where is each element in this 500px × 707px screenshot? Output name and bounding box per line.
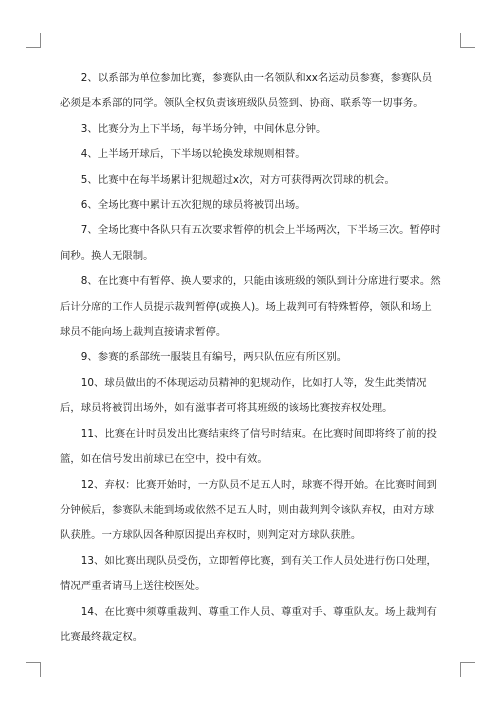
corner-mark-top-left <box>26 33 41 48</box>
paragraph-rule-7: 7、全场比赛中各队只有五次要求暂停的机会上半场两次，下半场三次。暂停时间秒。换人无限制。 <box>60 224 441 262</box>
paragraph-rule-12: 12、弃权：比赛开始时，一方队员不足五人时，球赛不得开始。在比赛时间到分钟候后，参赛队未能到场或依然不足五人时，则由裁判判令该队弃权，由对方球队获胜。一方球队因各种原因提出弃权时，则判定对方球队获胜。 <box>60 478 437 542</box>
paragraph-rule-5: 5、比赛中在每半场累计犯规超过x次，对方可获得两次罚球的机会。 <box>80 173 395 186</box>
paragraph-rule-6: 6、全场比赛中累计五次犯规的球员将被罚出场。 <box>80 199 306 212</box>
paragraph-rule-3: 3、比赛分为上下半场，每半场分钟，中间休息分钟。 <box>80 122 327 135</box>
corner-mark-top-right <box>460 33 475 48</box>
paragraph-rule-9: 9、参赛的系部统一服装且有编号，两只队伍应有所区别。 <box>80 351 348 364</box>
paragraph-rule-13: 13、如比赛出现队员受伤，立即暂停比赛，到有关工作人员处进行伤口处理，情况严重者请马上送往校医处。 <box>60 554 437 593</box>
paragraph-rule-8: 8、在比赛中有暂停、换人要求的，只能由该班级的领队到计分席进行要求。然后计分席的工作人员提示裁判暂停(或换人)。场上裁判可有特殊暂停，领队和场上球员不能向场上裁判直接请求暂停。 <box>60 275 441 339</box>
paragraph-rule-10: 10、球员做出的不体现运动员精神的犯规动作，比如打人等，发生此类情况后，球员将被罚出场外，如有滋事者可将其班级的该场比赛按弃权处理。 <box>60 376 427 415</box>
paragraph-rule-11: 11、比赛在计时员发出比赛结束终了信号时结束。在比赛时间即将终了前的投篮，如在信号发出前球已在空中，投中有效。 <box>60 427 437 466</box>
document-body <box>60 66 442 650</box>
corner-mark-bottom-left <box>26 662 41 677</box>
corner-mark-bottom-right <box>460 662 475 677</box>
paragraph-rule-4: 4、上半场开球后，下半场以轮换发球规则相替。 <box>80 148 306 161</box>
paragraph-rule-14: 14、在比赛中须尊重裁判、尊重工作人员、尊重对手、尊重队友。场上裁判有比赛最终裁定权。 <box>60 605 437 643</box>
paragraph-rule-2: 2、以系部为单位参加比赛，参赛队由一名领队和xx名运动员参赛，参赛队员必须是本系部的同学。领队全权负责该班级队员签到、协商、联系等一切事务。 <box>60 72 433 110</box>
